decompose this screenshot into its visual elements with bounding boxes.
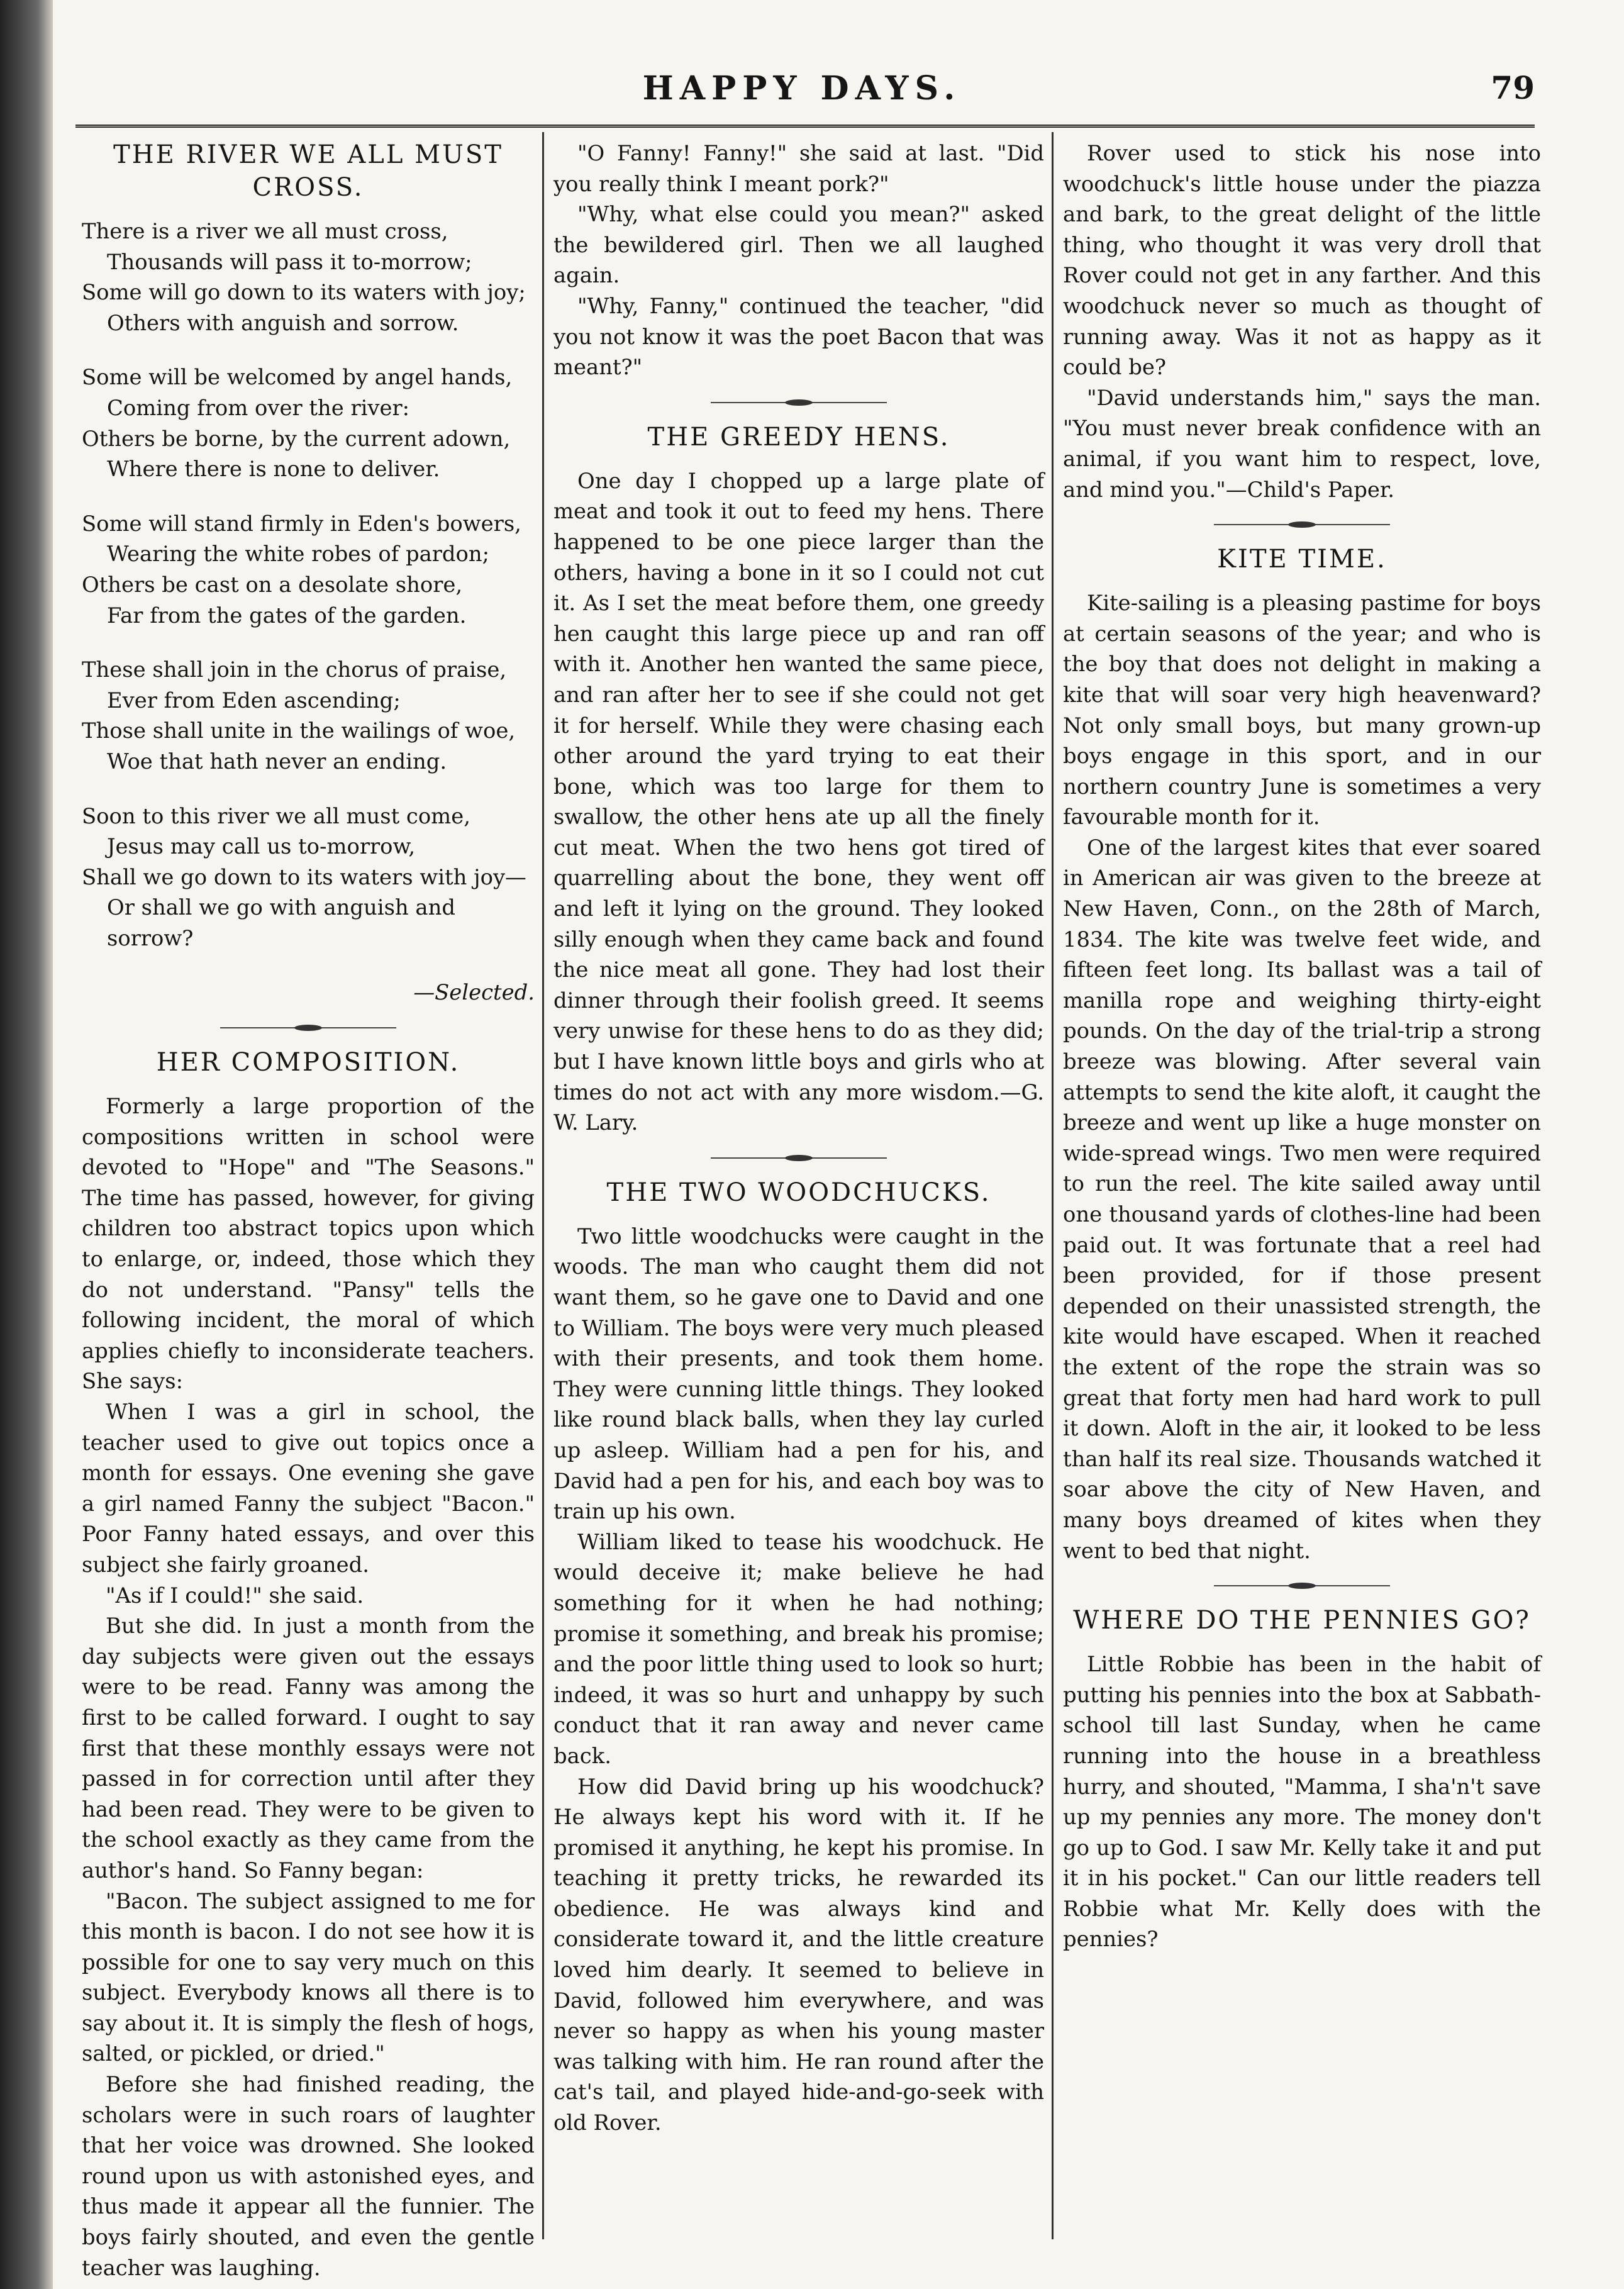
woodchucks-paragraph: "David understands him," says the man. "You must never break confidence with an animal, if you want him to respect, love, and mind you."—Child's Paper. — [1063, 385, 1541, 502]
column-2 — [553, 138, 1044, 2258]
poem-stanza — [82, 362, 535, 484]
poem-line: Ever from Eden ascending; — [107, 688, 401, 713]
hens-paragraph: One day I chopped up a large plate of meat and took it out to feed my hens. There happened to be one piece larger than the others, having a bone in it so I could not cut it. As I set the meat before them, one greedy hen caught this large piece up and ran off with it. Another hen wanted the same piece, and ran after her to see if she could not get it for herself. While they were chasing each other around the yard trying to eat their bone, which was too large for them to swallow, the other hens ate up all the finely cut meat. When the two hens got tired of quarrelling about the bone, they went off and left it lying on the ground. They looked silly enough when they came back and found the nice meat all gone. They had lost their dinner through their foolish greed. It seems very unwise for these hens to do as they did; but I have known little boys and girls who at times do not act with any more wisdom.—G. W. Lary. — [553, 468, 1044, 1135]
page-number: 79 — [1491, 69, 1535, 106]
poem-stanza — [82, 801, 535, 954]
woodchucks-title: THE TWO WOODCHUCKS. — [606, 1178, 991, 1207]
section-divider — [711, 1152, 887, 1164]
header-rule — [75, 125, 1535, 128]
poem-line: Coming from over the river: — [107, 395, 410, 420]
woodchucks-paragraph: Two little woodchucks were caught in the woods. The man who caught them did not want them, so he gave one to David and one to William. The boys were very much pleased with their presents, and took them home. They were cunning little things. They looked like round black balls, when they lay curled up asleep. William had a pen for his, and David had a pen for his, and each boy was to train up his own. — [553, 1223, 1044, 1524]
column-divider-2 — [1052, 132, 1054, 2239]
composition-paragraph: "Bacon. The subject assigned to me for this month is bacon. I do not see how it is possible for one to say very much on this subject. Everybody knows all there is to say about it. It is simply the flesh of hogs, salted, or pickled, or dried." — [82, 1888, 535, 2066]
poem-line: Some will stand firmly in Eden's bowers, — [82, 511, 521, 536]
poem-line: There is a river we all must cross, — [82, 219, 448, 243]
kite-paragraph: One of the largest kites that ever soared in American air was given to the breeze at New Haven, Conn., on the 28th of March, 1834. The kite was twelve feet wide, and fifteen feet long. Its ballast was a tail of manilla rope and weighing thirty-eight pounds. On the day of the trial-trip a strong breeze was blowing. After several vain attempts to send the kite aloft, it caught the breeze and went up like a huge monster on wide-spread wings. Two men were required to run the reel. The kite sailed away until one thousand yards of clothes-line had been paid out. It was fortunate that a reel had been provided, for if those present depended on their unassisted strength, the kite would have escaped. When it reached the extent of the rope the strain was so great that forty men had hard work to pull it down. Aloft in the air, it looked to be less than half its real size. Thousands watched it soar above the city of New Haven, and many boys dreamed of kites when they went to bed that night. — [1063, 835, 1541, 1563]
composition-paragraph: "As if I could!" she said. — [106, 1583, 364, 1608]
poem-stanza — [82, 509, 535, 631]
poem-line: Others be borne, by the current adown, — [82, 426, 511, 451]
poem-stanza — [82, 655, 535, 777]
composition-paragraph: "Why, Fanny," continued the teacher, "did you not know it was the poet Bacon that was meant?" — [553, 293, 1044, 380]
poem-line: These shall join in the chorus of praise, — [82, 657, 507, 682]
poem-line: Woe that hath never an ending. — [107, 749, 447, 774]
composition-paragraph: When I was a girl in school, the teacher used to give out topics once a month for essays. One evening she gave a girl named Fanny the subject "Bacon." Poor Fanny hated essays, and over this subject she fairly groaned. — [82, 1400, 535, 1577]
column-1 — [82, 138, 535, 2280]
poem-line: Or shall we go with anguish and sorrow? — [107, 895, 455, 950]
poem-body — [82, 216, 535, 954]
poem-credit: —Selected. — [413, 980, 535, 1005]
page-binding-edge — [0, 0, 53, 2289]
hens-title: THE GREEDY HENS. — [647, 422, 950, 452]
poem-line: Jesus may call us to-morrow, — [107, 834, 416, 859]
section-divider — [220, 1022, 396, 1033]
composition-paragraph: "O Fanny! Fanny!" she said at last. "Did you really think I meant pork?" — [553, 141, 1044, 196]
composition-paragraph: Formerly a large proportion of the compositions written in school were devoted to "Hope" and "The Seasons." The time has passed, however, for giving children too abstract topics upon which to enlarge, or, indeed, those which they do not understand. "Pansy" tells the following incident, the moral of which applies chiefly to inconsiderate teachers. She says: — [82, 1094, 535, 1394]
poem-title: THE RIVER WE ALL MUST CROSS. — [113, 140, 503, 202]
kite-title: KITE TIME. — [1217, 545, 1387, 574]
poem-line: Others with anguish and sorrow. — [107, 310, 459, 335]
section-divider — [1214, 519, 1390, 530]
section-divider — [711, 397, 887, 408]
poem-line: Those shall unite in the wailings of woe, — [82, 718, 516, 744]
column-3 — [1063, 138, 1541, 2258]
woodchucks-paragraph: How did David bring up his woodchuck? He always kept his word with it. If he promised it anything, he kept his promise. In teaching it pretty tricks, he rewarded its obedience. He was always kind and considerate toward it, and the little creature loved him dearly. It seemed to believe in David, followed him everywhere, and was never so happy as when his young master was talking with him. He ran round after the cat's tail, and played hide-and-go-seek with old Rover. — [553, 1774, 1044, 2136]
poem-line: Some will go down to its waters with joy; — [82, 280, 526, 305]
composition-paragraph: But she did. In just a month from the day subjects were given out the essays were to be read. Fanny was among the first to be called forward. I ought to say first that these monthly essays were not passed in for correction until after they had been read. They were to be given to the school exactly as they came from the author's hand. So Fanny began: — [82, 1613, 535, 1883]
publication-title: HAPPY DAYS. — [642, 69, 962, 108]
poem-line: Where there is none to deliver. — [107, 457, 440, 482]
composition-title: HER COMPOSITION. — [156, 1048, 460, 1078]
poem-line: Some will be welcomed by angel hands, — [82, 365, 513, 390]
pennies-title: WHERE DO THE PENNIES GO? — [1073, 1606, 1531, 1635]
section-divider — [1214, 1580, 1390, 1591]
pennies-paragraph: Little Robbie has been in the habit of putting his pennies into the box at Sabbath-school till last Sunday, when he came running into the house in a breathless hurry, and shouted, "Mamma, I sha'n't save up my pennies any more. The money don't go up to God. I saw Mr. Kelly take it and put it in his pocket." Can our little readers tell Robbie what Mr. Kelly does with the pennies? — [1063, 1652, 1541, 1952]
poem-line: Soon to this river we all must come, — [82, 803, 470, 828]
poem-line: Others be cast on a desolate shore, — [82, 572, 463, 597]
kite-paragraph: Kite-sailing is a pleasing pastime for boys at certain seasons of the year; and who is the boy that does not delight in making a kite that will soar very high heavenward? Not only small boys, but many grown-up boys engage in this sport, and in our northern country June is sometimes a very favourable month for it. — [1063, 591, 1541, 830]
poem-line: Thousands will pass it to-morrow; — [107, 249, 472, 274]
composition-paragraph: "Why, what else could you mean?" asked the bewildered girl. Then we all laughed again. — [553, 202, 1044, 288]
poem-line: Far from the gates of the garden. — [107, 603, 467, 628]
masthead — [69, 69, 1535, 120]
poem-line: Wearing the white robes of pardon; — [107, 542, 490, 567]
column-divider-1 — [542, 132, 544, 2239]
poem-stanza — [82, 216, 535, 338]
woodchucks-paragraph: William liked to tease his woodchuck. He would deceive it; make believe he had something for it when he had nothing; promise it something, and break his promise; and the poor little thing used to look so hurt; indeed, it was so hurt and unhappy by such conduct that it ran away and never came back. — [553, 1529, 1044, 1768]
poem-line: Shall we go down to its waters with joy— — [82, 864, 526, 889]
woodchucks-paragraph: Rover used to stick his nose into woodchuck's little house under the piazza and bark, to the great delight of the little thing, who thought it was very droll that Rover could not get in any farther. And this woodchuck never so much as thought of running away. Was it not as happy as it could be? — [1063, 141, 1541, 380]
composition-paragraph: Before she had finished reading, the scholars were in such roars of laughter that her voice was drowned. She looked round upon us with astonished eyes, and thus made it appear all the funnier. The boys fairly shouted, and even the gentle teacher was laughing. — [82, 2072, 535, 2280]
